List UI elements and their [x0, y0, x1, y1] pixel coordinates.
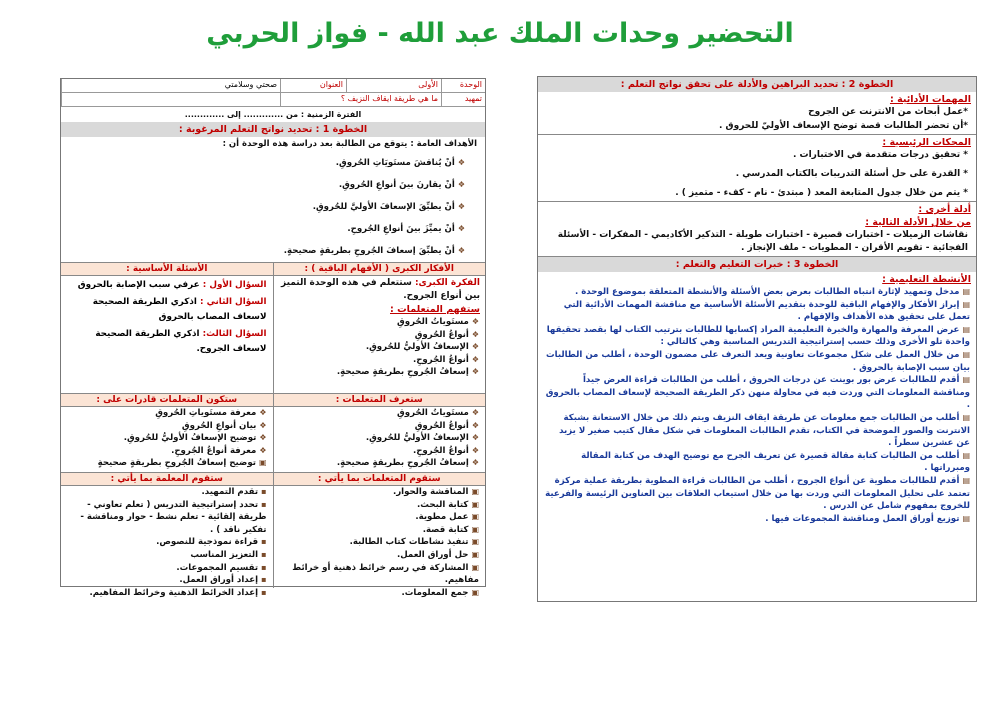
question: السؤال الثاني : اذكري الطريقة الصحيحة لاسعاف المصاب بالحروق — [92, 297, 267, 322]
list-item: ▣المناقشة والحوار. — [392, 487, 479, 497]
unit-meta-table — [61, 79, 485, 107]
teacher-list — [61, 486, 273, 599]
activities-list — [538, 286, 976, 525]
checkbox-icon: ▣ — [471, 512, 479, 522]
able-header: ستكون المتعلمات قادرات على : — [61, 394, 273, 407]
question: السؤال الأول : عرفي سبب الإصابة بالحروق — [77, 280, 267, 290]
list-item: ❖الإسعافُ الأوليُّ للحُروقِ. — [365, 342, 479, 353]
big-idea: الفكرة الكبرى: ستتعلم في هذه الوحدة التميز بين أنواع الجروح. — [280, 278, 480, 301]
bullet-icon: ❖ — [471, 342, 479, 352]
bullet-icon: ❖ — [259, 433, 267, 443]
list-item: ❖أنواعُ الجُروحِ. — [412, 354, 479, 365]
list-item: ❖إسعافُ الجُروحِ بطريقةٍ صحيحةٍ. — [336, 458, 479, 469]
bullet-icon: ❖ — [457, 158, 465, 167]
bullet-icon: ❖ — [471, 433, 479, 443]
bullet-icon: ❖ — [457, 202, 465, 211]
list-item: ▪قراءة نموذجية للنصوص. — [156, 537, 267, 548]
checkbox-icon: ▣ — [471, 549, 479, 559]
list-item: ▪تحدد إستراتيجية التدريس ( تعلم تعاوني - طريقة إلقائية - تعلم نشط - حوار ومناقشة - تفكير ناقد ) . — [80, 499, 267, 535]
essential-questions-col — [61, 263, 273, 393]
criteria-title: المحكات الرئيسية : — [882, 137, 971, 148]
list-item: ❖أنواعُ الحُروقِ — [414, 420, 479, 431]
book-icon: ▤ — [962, 475, 970, 485]
checkbox-icon: ▣ — [471, 587, 479, 597]
list-item: ▪التعزيز المناسب — [190, 549, 267, 560]
students-col — [273, 473, 486, 598]
step3-section — [538, 257, 976, 525]
bullet-icon: ❖ — [471, 445, 479, 455]
teacher-header: ستقوم المعلمة بما يأتي : — [61, 473, 273, 486]
list-item: ❖معرفة أنواعُ الجُروحِ. — [171, 445, 267, 456]
list-item: ▪إعداد الخرائط الذهنية وخرائط المفاهيم. — [89, 587, 267, 598]
activities-title: الأنشطة التعليمية : — [882, 274, 971, 285]
other-sub: من خلال الأدلة التالية : — [865, 217, 971, 228]
bullet-icon: ▪ — [261, 562, 267, 572]
list-item: ▪تقسيم المجموعات. — [176, 562, 267, 573]
list-item: ❖الإسعافُ الأوليُّ للحُروقِ. — [365, 433, 479, 444]
tasks-title: المهمات الأدائية : — [889, 94, 971, 105]
criteria-item: * يتم من خلال جدول المتابعة المعد ( مبتدئ - نام - كفء - متميز ) . — [675, 188, 968, 198]
bullet-icon: ❖ — [457, 246, 465, 255]
list-item: ❖أنْ يميِّزَ بينَ أنواعِ الجُروحِ. — [347, 224, 465, 234]
know-able-row — [61, 394, 485, 473]
list-item: ▣تنفيذ نشاطات كتاب الطالبة. — [349, 537, 479, 548]
bullet-icon: ❖ — [471, 458, 479, 468]
criteria-item: * تحقيق درجات متقدمة في الاختبارات . — [792, 150, 968, 160]
big-ideas-col — [273, 263, 486, 393]
able-list — [61, 407, 273, 470]
bullet-icon: ▪ — [261, 499, 267, 509]
list-item: ❖مستَوياتُ الحُروقِ — [397, 317, 479, 327]
ideas-questions-row — [61, 263, 485, 394]
list-item: ❖بيان أنواعِ الحُروقِ — [181, 420, 267, 431]
checkbox-icon: ▣ — [471, 562, 479, 572]
list-item: ▤أطلب من الطالبات جمع معلومات عن طريقة ايقاف النزيف ويتم ذلك من خلال الاستعانة بشبكة الانترنت والصور الموضحة في الكتاب، تقدم الطالبات المعلومات في شكل مقال كتيب صغير لا يزيد عن عشرين سطراً . — [559, 412, 970, 449]
big-ideas-header: الأفكار الكبرى ( الأفهام الباقية ) : — [274, 263, 486, 276]
list-item: ❖أنواعُ الحُروقِ — [414, 329, 479, 340]
book-icon: ▤ — [962, 450, 970, 460]
bullet-icon: ❖ — [259, 420, 267, 430]
list-item: ▣كتابة قصة. — [422, 524, 479, 535]
right-page — [537, 76, 977, 602]
bullet-icon: ▪ — [261, 549, 267, 559]
unit-value: الأولى — [346, 79, 441, 93]
list-item: ▤عرض المعرفة والمهارة والخبرة التعليمية المراد إكسابها للطالبات بترتيب الكتاب لها بقصد تحقيقها واحدة تلو الأخرى وذلك حسب إستراتيجية التدريس المناسبة وهي كالتالي : — [546, 324, 970, 348]
list-item: ❖معرفة مستَوياتِ الحُروقِ — [155, 408, 267, 418]
checkbox-icon: ▣ — [471, 537, 479, 547]
left-page — [60, 78, 486, 598]
know-header: ستعرف المتعلمات : — [274, 394, 486, 407]
list-item: ▤أطلب من الطالبات كتابة مقالة قصيرة عن تعريف الجرح مع توضيح الهدف من كتابة المقالة ومبرراتها . — [581, 450, 970, 474]
list-item: ▤إبراز الأفكار والإفهام الباقية للوحدة بتقديم الأسئلة الأساسية مع مناقشة المهمات الأدائية التي تعمل على تحقيق هذه الأهداف والإفهام . — [563, 299, 970, 323]
book-icon: ▤ — [962, 299, 970, 309]
list-item: ▣جمع المعلومات. — [401, 587, 479, 598]
list-item: ▪تقدم التمهيد. — [201, 487, 267, 497]
list-item: ❖أنْ يطبِّقَ إسعافَ الجُروحِ بطريقةٍ صحيحةٍ. — [283, 246, 465, 256]
book-icon: ▤ — [962, 324, 970, 334]
list-item: ▤توزيع أوراق العمل ومناقشة المجموعات فيها . — [765, 513, 970, 524]
list-item: ▣عمل مطوية. — [415, 512, 479, 523]
list-item: ▤أقدم للطالبات مطوية عن أنواع الجروح ، أطلب من الطالبات قراءة المطوية بطريقة عملية مركزة تعتمد على تحليل المعلومات التي وردت بها من خلال استيعاب العلاقات بين العناوين الرئيسة والفرعية للخروج بمفهوم شامل عن الدرس . — [545, 475, 970, 512]
step1-header: الخطوة 1 : تحديد نواتج التعلم المرغوبة : — [61, 122, 485, 137]
question: السؤال الثالث: اذكري الطريقة الصحيحة لاسعاف الجروح. — [95, 329, 267, 354]
checkbox-icon: ▣ — [258, 458, 267, 468]
checkbox-icon: ▣ — [471, 487, 479, 496]
list-item: ❖أنْ يُناقشَ مستَويَاتِ الحُروقِ. — [335, 158, 465, 168]
address-value: صحتي وسلامتي — [61, 79, 280, 93]
book-icon: ▤ — [962, 375, 970, 385]
know-list — [274, 407, 486, 470]
bullet-icon: ▪ — [261, 587, 267, 597]
list-item: ▣توضيح إسعافُ الجُروحِ بطريقةٍ صحيحةٍ — [97, 458, 267, 469]
criteria-item: * القدرة على حل أسئلة التدريبات بالكتاب المدرسي . — [735, 169, 968, 179]
blank-cell — [61, 93, 280, 107]
unit-label: الوحدة — [441, 79, 485, 93]
checkbox-icon: ▣ — [471, 524, 479, 534]
task-item: *عمل أبحاث من الانترنت عن الجروح — [808, 107, 968, 117]
book-icon: ▤ — [962, 349, 970, 359]
step1-section — [61, 122, 485, 263]
list-item: ❖أنواعُ الجُروحِ. — [412, 445, 479, 456]
list-item: ▤مدخل وتمهيد لإثارة انتباه الطالبات بعرض بعض الأسئلة والأنشطة المتعلقة بموضوع الوحدة . — [574, 287, 970, 297]
step2-header: الخطوة 2 : تحديد البراهين والأدلة على تحقق نواتج التعلم : — [538, 77, 976, 92]
students-list — [274, 486, 486, 599]
understand-label: ستفهم المتعلمات : — [390, 304, 480, 315]
bullet-icon: ▪ — [261, 487, 267, 496]
bullet-icon: ❖ — [471, 329, 479, 339]
book-icon: ▤ — [962, 287, 970, 296]
students-header: ستقوم المتعلمات بما يأتي : — [274, 473, 486, 486]
bullet-icon: ❖ — [259, 408, 267, 417]
bullet-icon: ▪ — [261, 575, 267, 585]
bullet-icon: ❖ — [471, 367, 479, 377]
book-icon: ▤ — [962, 513, 970, 523]
bullet-icon: ▪ — [261, 537, 267, 547]
checkbox-icon: ▣ — [471, 499, 479, 509]
able-col — [61, 394, 273, 472]
list-item: ▣حل أوراق العمل. — [397, 549, 479, 560]
list-item: ❖أنْ يطبِّقَ الإسعافَ الأوليَّ للحُروقِ. — [312, 202, 465, 212]
bullet-icon: ❖ — [471, 408, 479, 417]
address-label: العنوان — [280, 79, 346, 93]
goals-list — [61, 152, 485, 262]
list-item: ▣المشاركة في رسم خرائط ذهنية أو خرائط مفاهيم. — [292, 562, 479, 586]
bullet-icon: ❖ — [471, 420, 479, 430]
list-item: ❖توضيح الإسعافُ الأوليُّ للحُروقِ. — [123, 433, 267, 444]
list-item: ▣كتابة البحث. — [417, 499, 479, 510]
list-item: ❖مستَوياتُ الحُروقِ — [397, 408, 479, 418]
list-item: ❖أنْ يقارنَ بينَ أنواعِ الحُروقِ. — [338, 180, 465, 190]
understand-list — [274, 316, 486, 379]
list-item: ▪إعداد أوراق العمل. — [179, 575, 267, 586]
other-text: نقاشات الزميلات - اختبارات قصيرة - اختبارات طويلة - التذكير الأكاديمي - المفكرات - الأسئلة الفجائية - تقويم الأقران - المطويات - ملف الإنجاز . — [557, 230, 968, 253]
task-item: *أن تحضر الطالبات قصة توضح الإسعاف الأوليّ للحروق . — [719, 121, 968, 131]
list-item: ▤من خلال العمل على شكل مجموعات تعاونية ويعد التعرف على مضمون الوحدة ، أطلب من الطالبات بيان سبب الإصابة بالحروق . — [545, 349, 970, 373]
list-item: ❖إسعافُ الجُروحِ بطريقةٍ صحيحةٍ. — [336, 367, 479, 378]
bullet-icon: ❖ — [471, 317, 479, 326]
list-item: ▤أقدم للطالبات عرض بور بوينت عن درجات الحروق ، أطلب من الطالبات قراءة العرض جيداً ومناقشة المعلومات التي وردت فيه في محاولة منهن ذكر الطريقة الصحيحة لإسعاف المصاب بالحروق . — [545, 375, 970, 411]
step3-header: الخطوة 3 : خبرات التعليم والتعلم : — [538, 257, 976, 272]
step2-section — [538, 77, 976, 135]
book-icon: ▤ — [962, 412, 970, 422]
teacher-col — [61, 473, 273, 598]
intro-label: تمهيد — [441, 93, 485, 107]
other-evidence-section — [538, 204, 976, 257]
other-title: أدلة أخرى : — [918, 204, 971, 215]
goals-intro: الأهداف العامة : يتوقع من الطالبة بعد دراسة هذه الوحدة أن : — [222, 139, 477, 149]
period: الفترة الزمنية : من ............. إلى ............. — [184, 110, 362, 119]
bullet-icon: ❖ — [259, 445, 267, 455]
page-title: التحضير وحدات الملك عبد الله - فواز الحربي — [206, 18, 794, 49]
activities-row — [61, 473, 485, 598]
bullet-icon: ❖ — [457, 224, 465, 233]
essential-q-header: الأسئلة الأساسية : — [61, 263, 273, 276]
intro-value: ما هي طريقة ايقاف النزيف ؟ — [280, 93, 441, 107]
criteria-section — [538, 137, 976, 202]
bullet-icon: ❖ — [457, 180, 465, 189]
know-col — [273, 394, 486, 472]
bullet-icon: ❖ — [471, 354, 479, 364]
